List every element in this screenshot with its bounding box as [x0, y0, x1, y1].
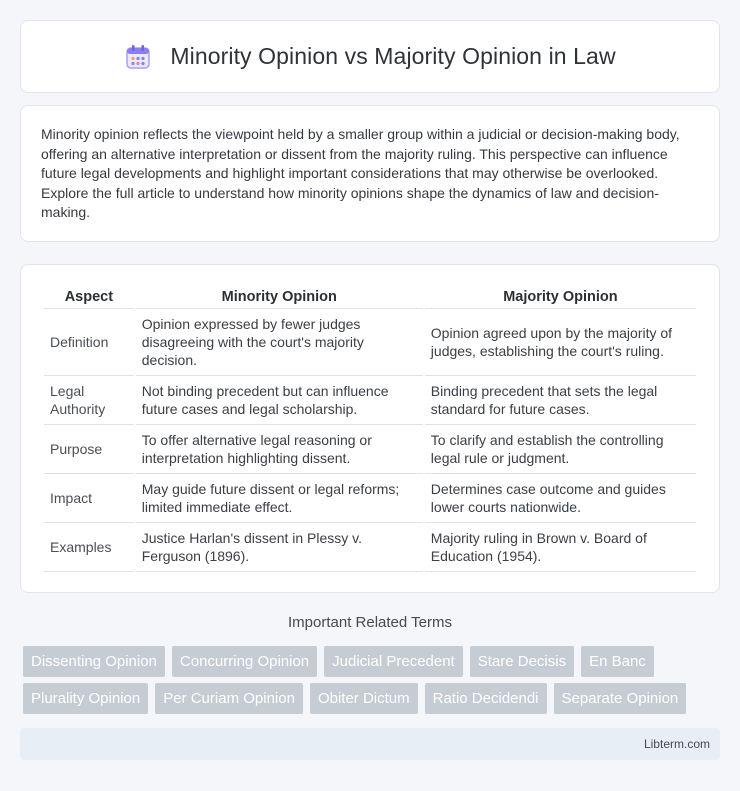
minority-cell: Opinion expressed by fewer judges disagreeing with the court's majority decision. — [136, 309, 423, 376]
calendar-icon — [124, 43, 152, 71]
majority-cell: Majority ruling in Brown v. Board of Education (1954). — [425, 523, 696, 572]
aspect-cell: Definition — [44, 309, 134, 376]
tag-en-banc[interactable]: En Banc — [581, 646, 654, 677]
table-row — [44, 474, 696, 523]
comparison-table-card — [20, 264, 720, 593]
header-minority: Minority Opinion — [136, 285, 423, 309]
tag-per-curiam-opinion[interactable]: Per Curiam Opinion — [155, 683, 303, 714]
aspect-cell: Impact — [44, 474, 134, 523]
related-terms-list — [23, 646, 723, 714]
page-title: Minority Opinion vs Majority Opinion in Law — [170, 43, 616, 69]
tag-concurring-opinion[interactable]: Concurring Opinion — [172, 646, 317, 677]
intro-text: Minority opinion reflects the viewpoint held by a smaller group within a judicial or decision-making body, offering an alternative interpretation or dissent from the majority ruling. This perspective can influence future legal developments and highlight important considerations that may otherwise be overlooked. Explore the full article to understand how minority opinions shape the dynamics of law and decision-making. — [41, 126, 680, 220]
aspect-cell: Examples — [44, 523, 134, 572]
title-card — [20, 20, 720, 93]
tag-stare-decisis[interactable]: Stare Decisis — [470, 646, 574, 677]
majority-cell: Binding precedent that sets the legal standard for future cases. — [425, 376, 696, 425]
intro-card — [20, 105, 720, 242]
tag-obiter-dictum[interactable]: Obiter Dictum — [310, 683, 418, 714]
aspect-cell: Purpose — [44, 425, 134, 474]
header-majority: Majority Opinion — [425, 285, 696, 309]
majority-cell: To clarify and establish the controlling legal rule or judgment. — [425, 425, 696, 474]
table-header-row — [44, 285, 696, 309]
table-row — [44, 376, 696, 425]
minority-cell: To offer alternative legal reasoning or interpretation highlighting dissent. — [136, 425, 423, 474]
minority-cell: May guide future dissent or legal reforms; limited immediate effect. — [136, 474, 423, 523]
tag-plurality-opinion[interactable]: Plurality Opinion — [23, 683, 148, 714]
tag-dissenting-opinion[interactable]: Dissenting Opinion — [23, 646, 165, 677]
majority-cell: Opinion agreed upon by the majority of judges, establishing the court's ruling. — [425, 309, 696, 376]
table-row — [44, 523, 696, 572]
minority-cell: Not binding precedent but can influence future cases and legal scholarship. — [136, 376, 423, 425]
footer-site-link[interactable]: Libterm.com — [643, 737, 710, 751]
majority-cell: Determines case outcome and guides lower courts nationwide. — [425, 474, 696, 523]
header-aspect: Aspect — [44, 285, 134, 309]
table-row — [44, 309, 696, 376]
minority-cell: Justice Harlan's dissent in Plessy v. Ferguson (1896). — [136, 523, 423, 572]
footer — [20, 728, 720, 760]
comparison-table — [42, 285, 698, 572]
aspect-cell: Legal Authority — [44, 376, 134, 425]
table-row — [44, 425, 696, 474]
tag-judicial-precedent[interactable]: Judicial Precedent — [324, 646, 463, 677]
related-terms-title: Important Related Terms — [288, 614, 452, 631]
tag-ratio-decidendi[interactable]: Ratio Decidendi — [425, 683, 547, 714]
tag-separate-opinion[interactable]: Separate Opinion — [554, 683, 687, 714]
